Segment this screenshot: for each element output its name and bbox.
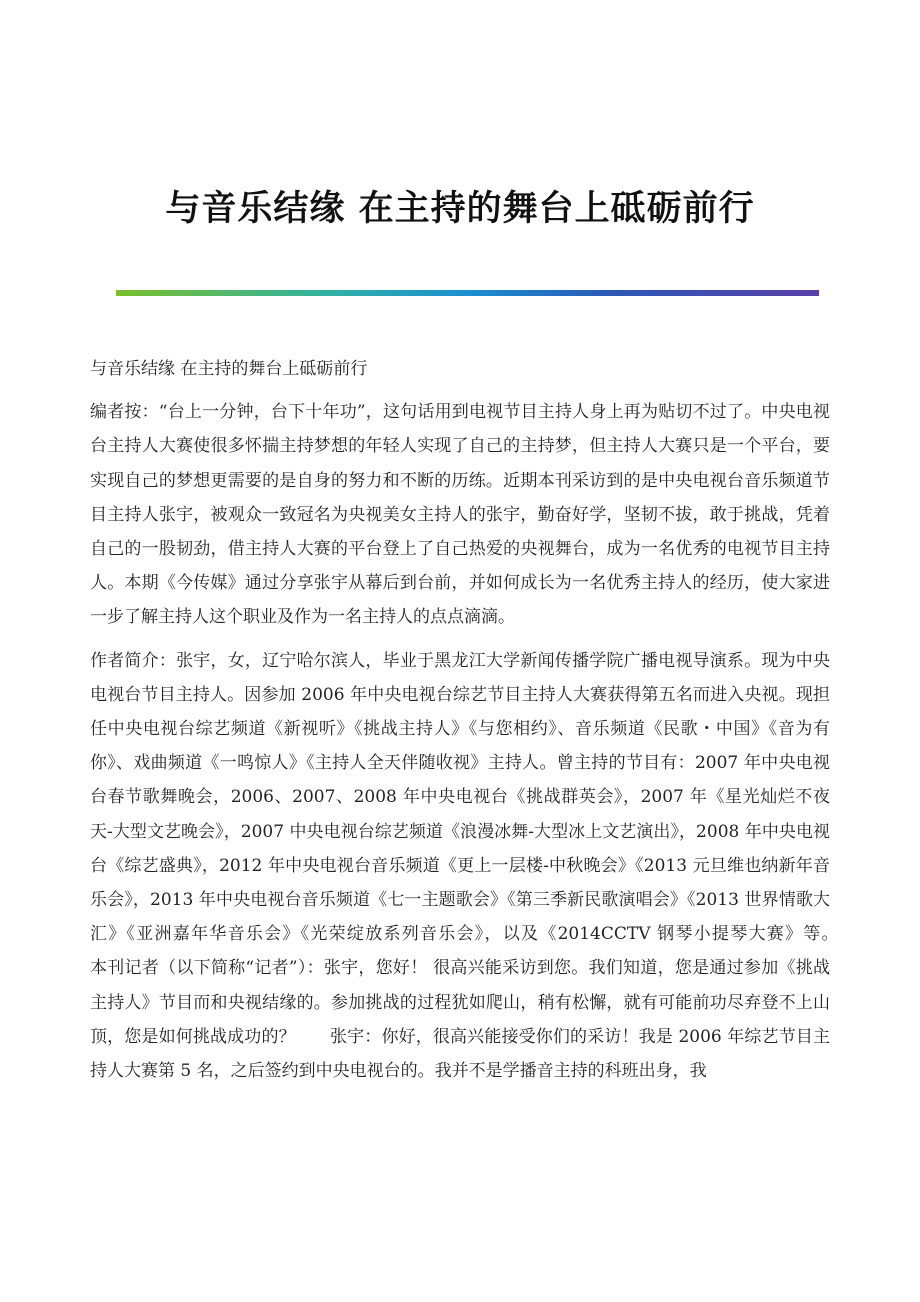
article-subtitle: 与音乐结缘 在主持的舞台上砥砺前行 xyxy=(90,359,368,379)
page-title: 与音乐结缘 在主持的舞台上砥砺前行 xyxy=(165,188,755,229)
author-bio-paragraph: 作者简介：张宇，女，辽宁哈尔滨人，毕业于黑龙江大学新闻传播学院广播电视导演系。现为中央电视台节目主持人。因参加 2006 年中央电视台综艺节目主持人大赛获得第五名而进入央视。现担任中央电视台综艺频道《新视听》《挑战主持人》《与您相约》、音乐频道《民歌・中国》《音为有你》、戏曲频道《一鸣惊人》《主持人全天伴随收视》主持人。曾主持的节目有：2007 年中央电视台春节歌舞晚会，2006、2007、2008 年中央电视台《挑战群英会》，2007 年《星光灿烂不夜天-大型文艺晚会》，2007 中央电视台综艺频道《浪漫冰舞-大型冰上文艺演出》，2008 年中央电视台《综艺盛典》，2012 年中央电视台音乐频道《更上一层楼-中秋晚会》《2013 元旦维也纳新年音乐会》，2013 年中央电视台音乐频道《七一主题歌会》《第三季新民歌演唱会》《2013 世界情歌大汇》《亚洲嘉年华音乐会》《光荣绽放系列音乐会》，以及《2014CCTV 钢琴小提琴大赛》等。 本刊记者（以下简称“记者”）：张宇，您好！ 很高兴能采访到您。我们知道，您是通过参加《挑战主持人》节目而和央视结缘的。参加挑战的过程犹如爬山，稍有松懈，就有可能前功尽弃登不上山顶，您是如何挑战成功的？ 张宇：你好，很高兴能接受你们的采访！我是 2006 年综艺节目主持人大赛第 5 名，之后签约到中央电视台的。我并不是学播音主持的科班出身，我 xyxy=(90,650,864,1082)
article-body xyxy=(90,352,864,1097)
editor-note-paragraph: 编者按：“台上一分钟，台下十年功”，这句话用到电视节目主持人身上再为贴切不过了。中央电视台主持人大赛使很多怀揣主持梦想的年轻人实现了自己的主持梦，但主持人大赛只是一个平台，要实现自己的梦想更需要的是自身的努力和不断的历练。近期本刊采访到的是中央电视台音乐频道节目主持人张宇，被观众一致冠名为央视美女主持人的张宇，勤奋好学，坚韧不拔，敢于挑战，凭着自己的一股韧劲，借主持人大赛的平台登上了自己热爱的央视舞台，成为一名优秀的电视节目主持人。本期《今传媒》通过分享张宇从幕后到台前，并如何成长为一名优秀主持人的经历，使大家进一步了解主持人这个职业及作为一名主持人的点点滴滴。 xyxy=(90,402,830,628)
title-divider xyxy=(116,290,819,296)
